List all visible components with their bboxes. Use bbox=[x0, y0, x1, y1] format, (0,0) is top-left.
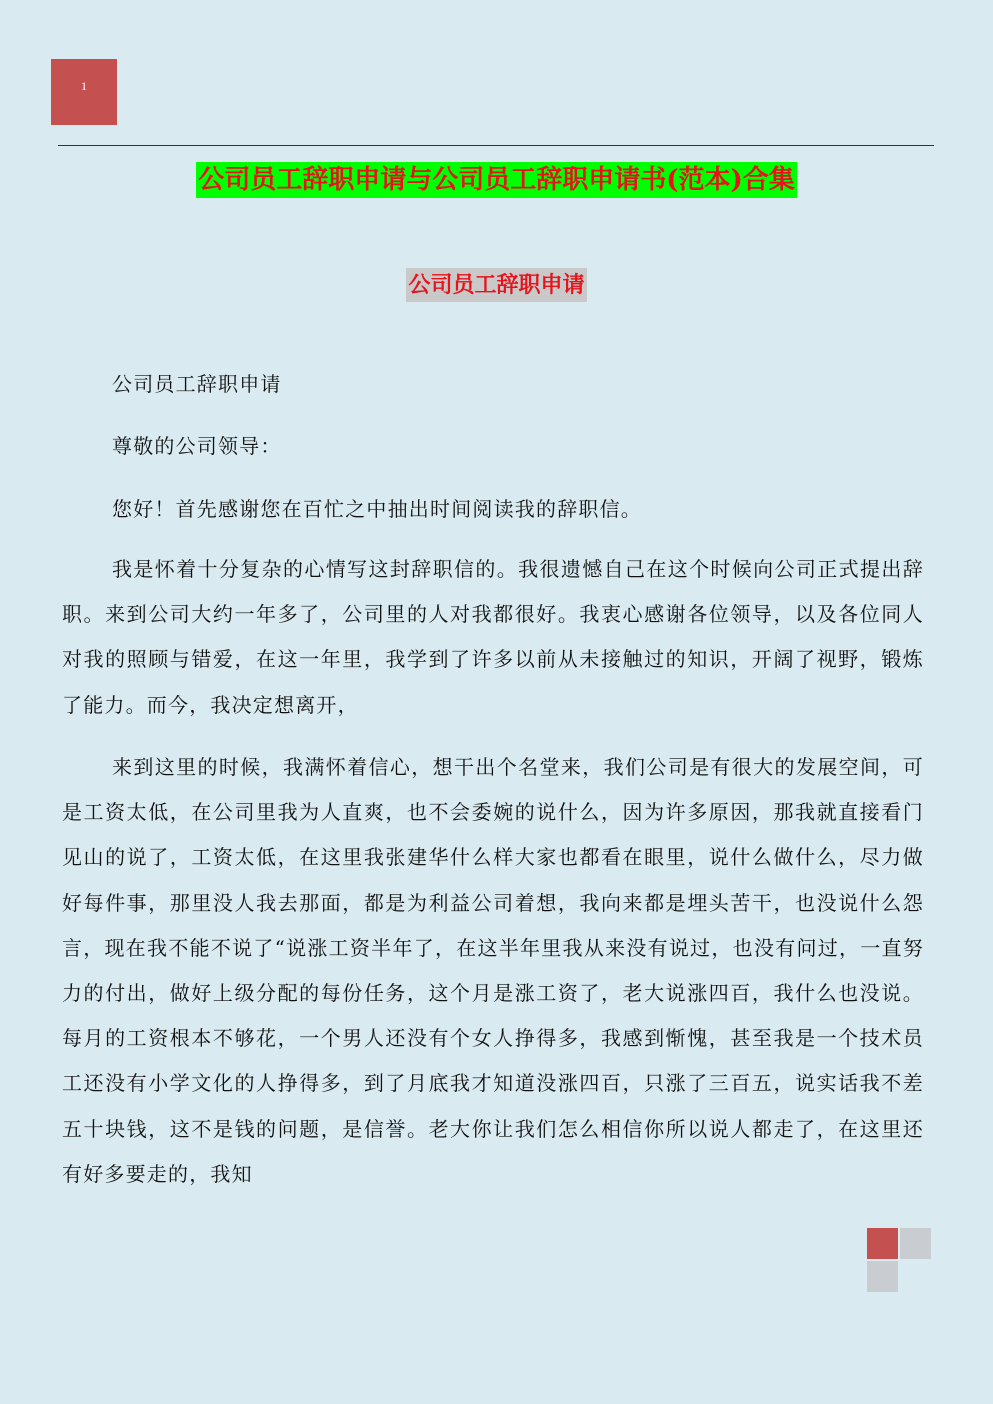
salutation: 尊敬的公司领导： bbox=[112, 434, 282, 458]
body-paragraph: 来到这里的时候，我满怀着信心，想干出个名堂来，我们公司是有很大的发展空间，可是工资太低，在公司里我为人直爽，也不会委婉的说什么，因为许多原因，那我就直接看门见山的说了，工资太低，在这里我张建华什么样大家也都看在眼里，说什么做什么，尽力做好每件事，那里没人我去那面，都是为利益公司着想，我向来都是埋头苦干，也没说什么怨言，现在我不能不说了“说涨工资半年了，在这半年里我从来没有说过，也没有问过，一直努力的付出，做好上级分配的每份任务，这个月是涨工资了，老大说涨四百，我什么也没说。每月的工资根本不够花，一个男人还没有个女人挣得多，我感到惭愧，甚至我是一个技术员工还没有小学文化的人挣得多，到了月底我才知道没涨四百，只涨了三百五，说实话我不差五十块钱，这不是钱的问题，是信誉。老大你让我们怎么相信你所以说人都走了，在这里还有好多要走的，我知 bbox=[62, 755, 924, 1186]
document-title-container bbox=[0, 162, 993, 198]
document-title: 公司员工辞职申请与公司员工辞职申请书(范本)合集 bbox=[196, 162, 797, 198]
section-title: 公司员工辞职申请 bbox=[406, 268, 586, 302]
body-paragraph-2-container bbox=[62, 745, 924, 1197]
body-paragraph-1-container bbox=[62, 547, 924, 728]
section-title-container bbox=[0, 268, 993, 302]
page-number: 1 bbox=[81, 79, 87, 93]
decor-square-red bbox=[867, 1228, 898, 1259]
body-paragraph: 我是怀着十分复杂的心情写这封辞职信的。我很遗憾自己在这个时候向公司正式提出辞职。来到公司大约一年多了，公司里的人对我都很好。我衷心感谢各位领导，以及各位同人对我的照顾与错爱，在这一年里，我学到了许多以前从未接触过的知识，开阔了视野，锻炼了能力。而今，我决定想离开， bbox=[62, 557, 924, 717]
page-number-badge bbox=[51, 59, 117, 125]
greeting: 您好！首先感谢您在百忙之中抽出时间阅读我的辞职信。 bbox=[112, 497, 642, 521]
corner-decoration bbox=[867, 1228, 933, 1294]
header-divider bbox=[58, 145, 934, 146]
letter-heading: 公司员工辞职申请 bbox=[112, 372, 282, 396]
decor-square-gray bbox=[900, 1228, 931, 1259]
decor-square-gray bbox=[867, 1261, 898, 1292]
